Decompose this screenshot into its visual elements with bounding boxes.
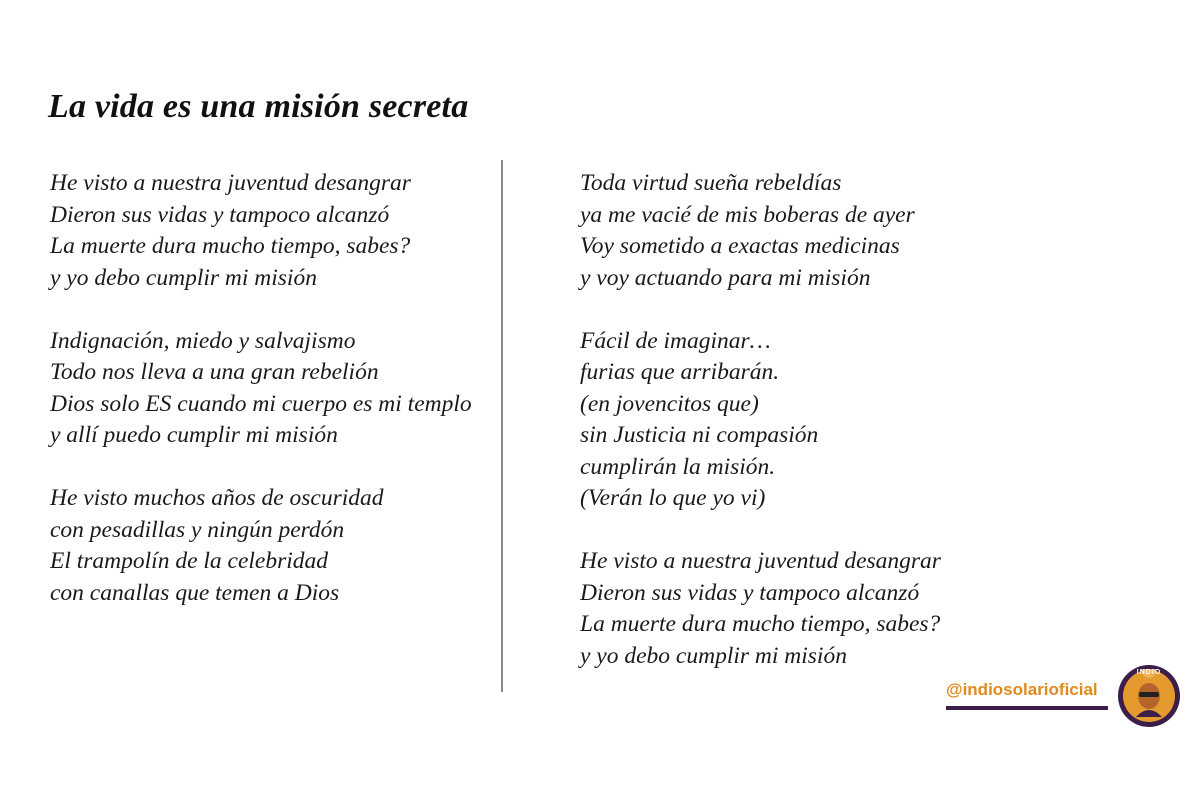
poem-line: Toda virtud sueña rebeldías bbox=[580, 170, 842, 196]
poem-line: ya me vacié de mis boberas de ayer bbox=[580, 201, 915, 228]
column-divider bbox=[501, 160, 503, 692]
poem-line: Dieron sus vidas y tampoco alcanzó bbox=[50, 201, 390, 228]
poem-line: Dios solo ES cuando mi cuerpo es mi templo bbox=[50, 390, 472, 417]
profile-avatar-icon[interactable] bbox=[1118, 665, 1180, 727]
stanza bbox=[50, 326, 472, 452]
poem-line: furias que arribarán. bbox=[580, 359, 780, 385]
poem-left-column bbox=[50, 168, 472, 641]
poem-line: sin Justicia ni compasión bbox=[580, 422, 819, 448]
stanza bbox=[50, 483, 472, 609]
poem-line: y voy actuando para mi misión bbox=[580, 264, 871, 291]
poem-line: Todo nos lleva a una gran rebelión bbox=[50, 359, 379, 385]
poem-line: He visto a nuestra juventud desangrar bbox=[50, 170, 411, 196]
poem-line: con canallas que temen a Dios bbox=[50, 579, 340, 606]
poem-line: El trampolín de la celebridad bbox=[50, 548, 329, 574]
poem-line: He visto a nuestra juventud desangrar bbox=[580, 548, 941, 574]
poem-line: y allí puedo cumplir mi misión bbox=[50, 422, 338, 448]
poem-line: Fácil de imaginar… bbox=[580, 327, 771, 354]
poem-line: La muerte dura mucho tiempo, sabes? bbox=[580, 611, 941, 637]
poem-title: La vida es una misión secreta bbox=[48, 88, 469, 125]
poem-line: con pesadillas y ningún perdón bbox=[50, 516, 345, 543]
poem-line: Voy sometido a exactas medicinas bbox=[580, 233, 900, 259]
poem-line: La muerte dura mucho tiempo, sabes? bbox=[50, 233, 411, 259]
stanza bbox=[50, 168, 472, 294]
poem-line: cumplirán la misión. bbox=[580, 453, 776, 480]
poem-line: y yo debo cumplir mi misión bbox=[580, 642, 847, 669]
stanza bbox=[580, 168, 941, 294]
poem-line: He visto muchos años de oscuridad bbox=[50, 485, 384, 511]
stanza bbox=[580, 326, 941, 515]
poem-line: (Verán lo que yo vi) bbox=[580, 485, 766, 511]
poem-line: y yo debo cumplir mi misión bbox=[50, 264, 317, 291]
avatar-portrait-icon bbox=[1122, 669, 1176, 723]
avatar-text: INDIO bbox=[1136, 669, 1162, 676]
stanza bbox=[580, 546, 941, 672]
poem-line: Dieron sus vidas y tampoco alcanzó bbox=[580, 579, 920, 606]
poem-line: (en jovencitos que) bbox=[580, 390, 759, 417]
social-handle-link[interactable]: @indiosolarioficial bbox=[946, 680, 1098, 699]
poem-line: Indignación, miedo y salvajismo bbox=[50, 327, 356, 354]
handle-underline bbox=[946, 706, 1108, 710]
poem-right-column bbox=[580, 168, 941, 704]
